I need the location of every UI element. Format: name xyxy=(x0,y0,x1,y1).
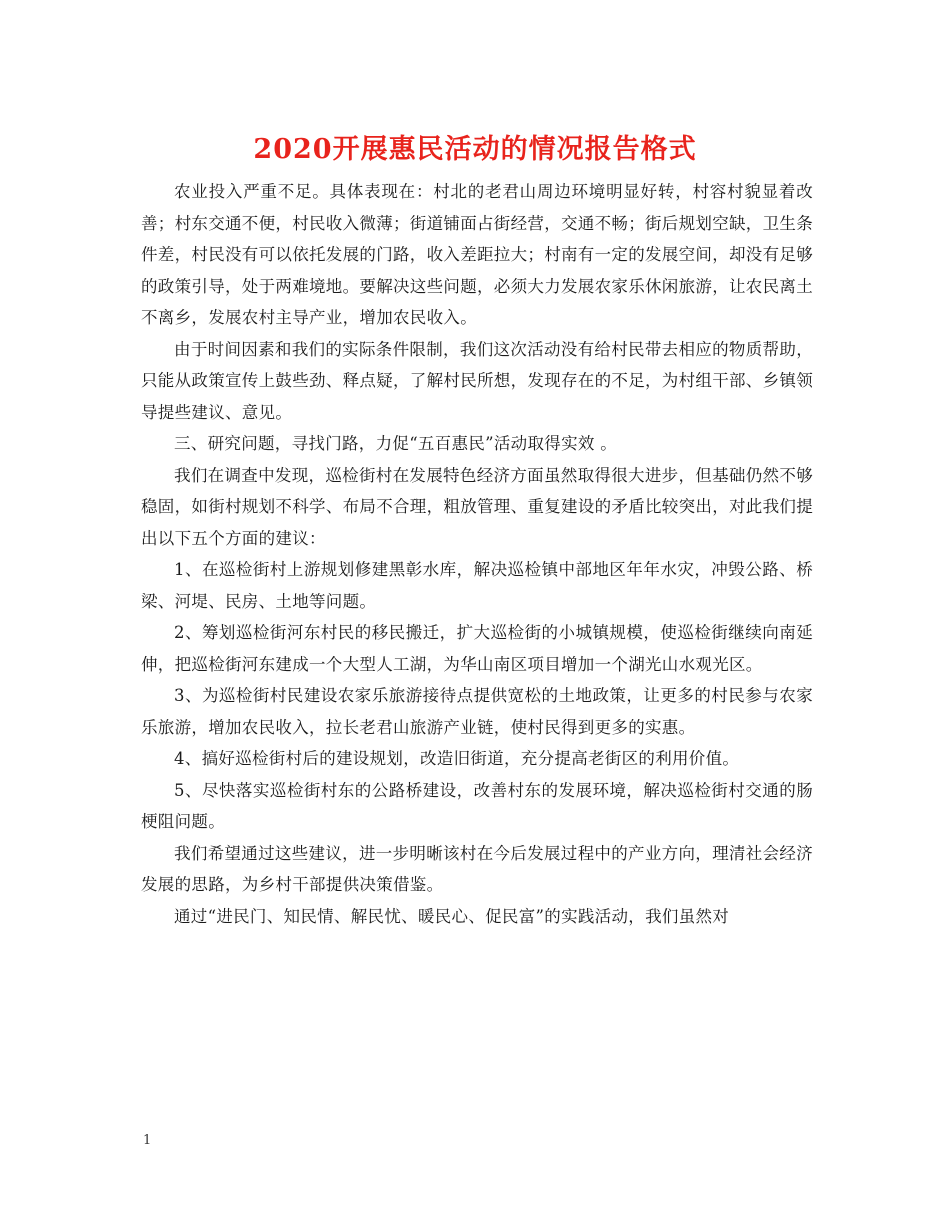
list-item: 2、筹划巡检街河东村民的移民搬迁，扩大巡检街的小城镇规模，使巡检街继续向南延伸，把巡检街河东建成一个大型人工湖，为华山南区项目增加一个湖光山水观光区。 xyxy=(141,623,813,674)
page-number: 1 xyxy=(143,1133,152,1148)
paragraph: 我们希望通过这些建议，进一步明晰该村在今后发展过程中的产业方向，理清社会经济发展的思路，为乡村干部提供决策借鉴。 xyxy=(141,843,813,894)
list-item: 5、尽快落实巡检街村东的公路桥建设，改善村东的发展环境，解决巡检街村交通的肠梗阻问题。 xyxy=(141,780,813,831)
list-item: 4、搞好巡检街村后的建设规划，改造旧街道，充分提高老街区的利用价值。 xyxy=(174,749,740,768)
list-item: 3、为巡检街村民建设农家乐旅游接待点提供宽松的土地政策，让更多的村民参与农家乐旅游，增加农民收入，拉长老君山旅游产业链，使村民得到更多的实惠。 xyxy=(141,686,813,737)
document-body xyxy=(141,176,813,932)
paragraph: 我们在调查中发现，巡检街村在发展特色经济方面虽然取得很大进步，但基础仍然不够稳固，如街村规划不科学、布局不合理，粗放管理、重复建设的矛盾比较突出，对此我们提出以下五个方面的建议： xyxy=(141,465,813,548)
list-item: 1、在巡检街村上游规划修建黑彰水库，解决巡检镇中部地区年年水灾，冲毁公路、桥梁、河堤、民房、土地等问题。 xyxy=(141,560,813,611)
section-heading: 三、研究问题，寻找门路，力促“五百惠民”活动取得实效 。 xyxy=(174,434,618,453)
paragraph: 通过“进民门、知民情、解民忧、暖民心、促民富”的实践活动，我们虽然对 xyxy=(174,906,730,926)
document-title: 2020开展惠民活动的情况报告格式 xyxy=(253,134,697,165)
paragraph: 由于时间因素和我们的实际条件限制，我们这次活动没有给村民带去相应的物质帮助，只能从政策宣传上鼓些劲、释点疑，了解村民所想，发现存在的不足，为村组干部、乡镇领导提些建议、意见。 xyxy=(141,339,813,422)
paragraph: 农业投入严重不足。具体表现在：村北的老君山周边环境明显好转，村容村貌显着改善；村东交通不便，村民收入微薄；街道铺面占街经营，交通不畅；街后规划空缺，卫生条件差，村民没有可以依托发展的门路，收入差距拉大；村南有一定的发展空间，却没有足够的政策引导，处于两难境地。要解决这些问题，必须大力发展农家乐休闲旅游，让农民离土不离乡，发展农村主导产业，增加农民收入。 xyxy=(141,182,813,327)
